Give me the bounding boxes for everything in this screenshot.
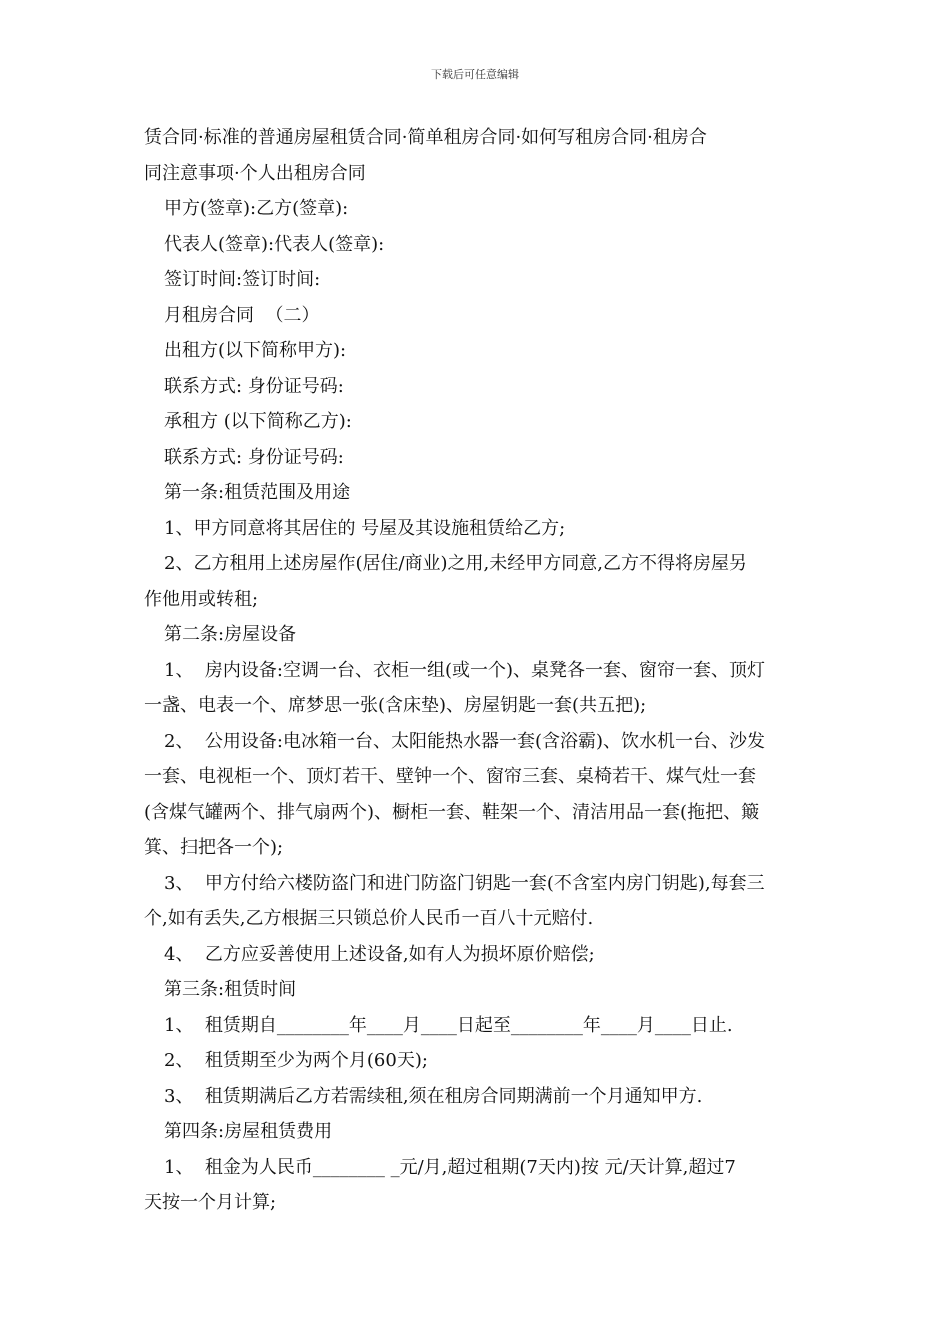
- paragraph-line: 同注意事项·个人出租房合同: [144, 162, 366, 184]
- paragraph-line: 第三条:租赁时间: [164, 979, 297, 1000]
- page-header: 下载后可任意编辑: [431, 68, 519, 81]
- paragraph-line: 2、 公用设备:电冰箱一台、太阳能热水器一套(含浴霸)、饮水机一台、沙发: [164, 730, 766, 752]
- paragraph-line: 一盏、电表一个、席梦思一张(含床垫)、房屋钥匙一套(共五把);: [144, 695, 647, 716]
- paragraph-line: 4、 乙方应妥善使用上述设备,如有人为损坏原价赔偿;: [164, 943, 595, 965]
- paragraph-line: 签订时间:签订时间:: [164, 269, 321, 290]
- paragraph-line: 1、 房内设备:空调一台、衣柜一组(或一个)、桌凳各一套、窗帘一套、顶灯: [164, 659, 766, 681]
- paragraph-line: 作他用或转租;: [144, 588, 259, 610]
- paragraph-line: 箕、扫把各一个);: [144, 837, 284, 858]
- paragraph-line: 1、 租赁期自________年____月____日起至________年____月____日止.: [164, 1014, 733, 1036]
- paragraph-line: 第一条:租赁范围及用途: [164, 482, 351, 503]
- paragraph-line: 天按一个月计算;: [144, 1192, 277, 1213]
- paragraph-line: 月租房合同 （二）: [164, 304, 320, 326]
- paragraph-line: 代表人(签章):代表人(签章):: [164, 233, 385, 255]
- paragraph-line: 2、 租赁期至少为两个月(60天);: [164, 1050, 428, 1071]
- paragraph-line: 3、 甲方付给六楼防盗门和进门防盗门钥匙一套(不含室内房门钥匙),每套三: [164, 872, 765, 894]
- paragraph-line: 甲方(签章):乙方(签章):: [164, 198, 349, 219]
- paragraph-line: 3、 租赁期满后乙方若需续租,须在租房合同期满前一个月通知甲方.: [164, 1085, 703, 1107]
- paragraph-line: 联系方式: 身份证号码:: [164, 375, 344, 397]
- paragraph-line: 出租方(以下简称甲方):: [164, 340, 347, 361]
- paragraph-line: 承租方 (以下简称乙方):: [164, 411, 352, 432]
- paragraph-line: 个,如有丢失,乙方根据三只锁总价人民币一百八十元赔付.: [144, 908, 594, 929]
- paragraph-line: 一套、电视柜一个、顶灯若干、壁钟一个、窗帘三套、桌椅若干、煤气灶一套: [144, 766, 756, 787]
- paragraph-line: 联系方式: 身份证号码:: [164, 446, 344, 468]
- paragraph-line: 2、乙方租用上述房屋作(居住/商业)之用,未经甲方同意,乙方不得将房屋另: [164, 553, 748, 574]
- paragraph-line: 赁合同·标准的普通房屋租赁合同·简单租房合同·如何写租房合同·租房合: [144, 127, 707, 148]
- document-body: [144, 120, 808, 1221]
- paragraph-line: 第四条:房屋租赁费用: [164, 1121, 333, 1142]
- paragraph-line: 1、甲方同意将其居住的 号屋及其设施租赁给乙方;: [164, 517, 566, 539]
- paragraph-line: 1、 租金为人民币________ _元/月,超过租期(7天内)按 元/天计算,超过7: [164, 1156, 736, 1178]
- paragraph-line: 第二条:房屋设备: [164, 624, 297, 645]
- paragraph-line: (含煤气罐两个、排气扇两个)、橱柜一套、鞋架一个、清洁用品一套(拖把、簸: [144, 801, 760, 823]
